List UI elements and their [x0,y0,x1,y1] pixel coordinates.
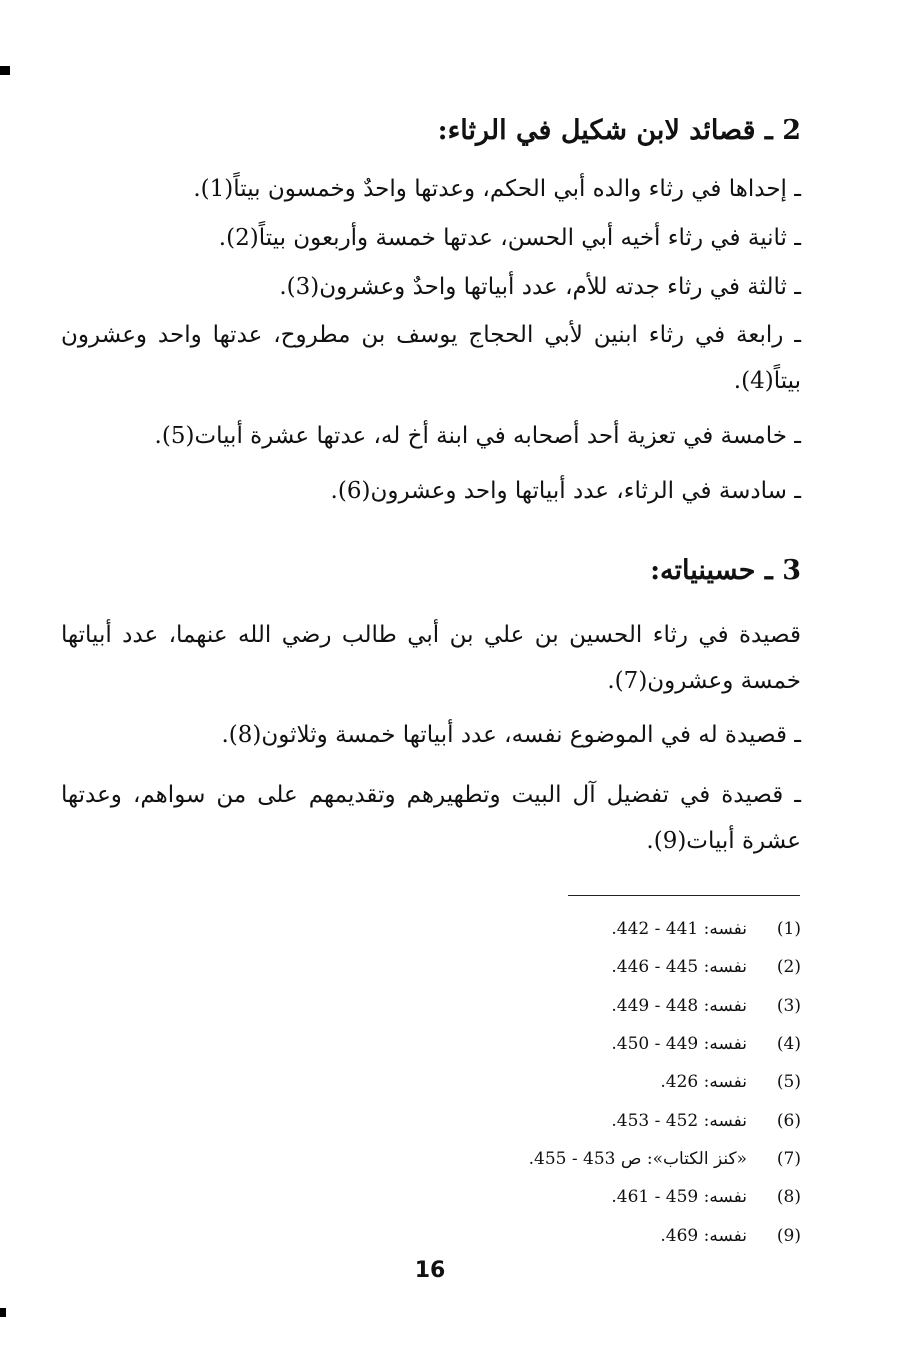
footnote-number: (1) [776,919,801,940]
list-item: ـ خامسة في تعزية أحد أصحابه في ابنة أخ له، عدتها عشرة أبيات(5). [154,423,801,449]
footnote-number: (5) [776,1072,801,1093]
footnote-5 [461,1063,801,1101]
scan-edge-mark-bottom [0,1308,6,1317]
footnote-text: نفسه: 452 - 453. [611,1110,747,1131]
footnote-6 [461,1101,801,1139]
footnote-3 [461,987,801,1025]
list-item: ـ رابعة في رثاء ابنين لأبي الحجاج يوسف بن مطروح، عدتها واحد وعشرون بيتاً(4). [61,322,801,394]
section-heading-3: 3 ـ حسينياته: [650,555,801,586]
list-item: ـ سادسة في الرثاء، عدد أبياتها واحد وعشرون(6). [330,478,801,504]
footnote-number: (3) [776,995,801,1016]
footnote-text: نفسه: 426. [660,1072,747,1093]
footnote-text: نفسه: 448 - 449. [611,995,747,1016]
footnote-8 [461,1178,801,1216]
section-heading-2: 2 ـ قصائد لابن شكيل في الرثاء: [437,115,801,146]
footnote-number: (8) [776,1187,801,1208]
scan-edge-mark-top [0,66,10,75]
footnote-separator [568,895,800,896]
list-item: ـ قصيدة في تفضيل آل البيت وتطهيرهم وتقديمهم على من سواهم، وعدتها عشرة أبيات(9). [61,782,801,854]
footnote-number: (4) [776,1034,801,1055]
list-item: ـ ثالثة في رثاء جدته للأم، عدد أبياتها واحدٌ وعشرون(3). [279,274,801,300]
footnote-2 [461,948,801,986]
footnote-number: (6) [776,1110,801,1131]
footnote-text: نفسه: 445 - 446. [611,957,747,978]
footnote-4 [461,1025,801,1063]
page-number: 16 [414,1258,446,1283]
footnote-7 [461,1140,801,1178]
footnote-text: نفسه: 459 - 461. [611,1187,747,1208]
list-item: ـ إحداها في رثاء والده أبي الحكم، وعدتها واحدٌ وخمسون بيتاً(1). [193,176,801,202]
footnote-number: (7) [776,1148,801,1169]
footnote-1 [461,910,801,948]
footnote-number: (9) [776,1225,801,1246]
list-item: قصيدة في رثاء الحسين بن علي بن أبي طالب رضي الله عنهما، عدد أبياتها خمسة وعشرون(7). [61,622,801,694]
footnote-text: «كنز الكتاب»: ص 453 - 455. [528,1148,747,1169]
footnote-9 [461,1216,801,1254]
footnote-text: نفسه: 449 - 450. [611,1034,747,1055]
footnote-text: نفسه: 469. [660,1225,747,1246]
footnote-text: نفسه: 441 - 442. [611,919,747,940]
footnote-number: (2) [776,957,801,978]
list-item: ـ قصيدة له في الموضوع نفسه، عدد أبياتها خمسة وثلاثون(8). [221,722,801,748]
list-item: ـ ثانية في رثاء أخيه أبي الحسن، عدتها خمسة وأربعون بيتاً(2). [218,225,801,251]
footnote-list [461,910,801,1255]
